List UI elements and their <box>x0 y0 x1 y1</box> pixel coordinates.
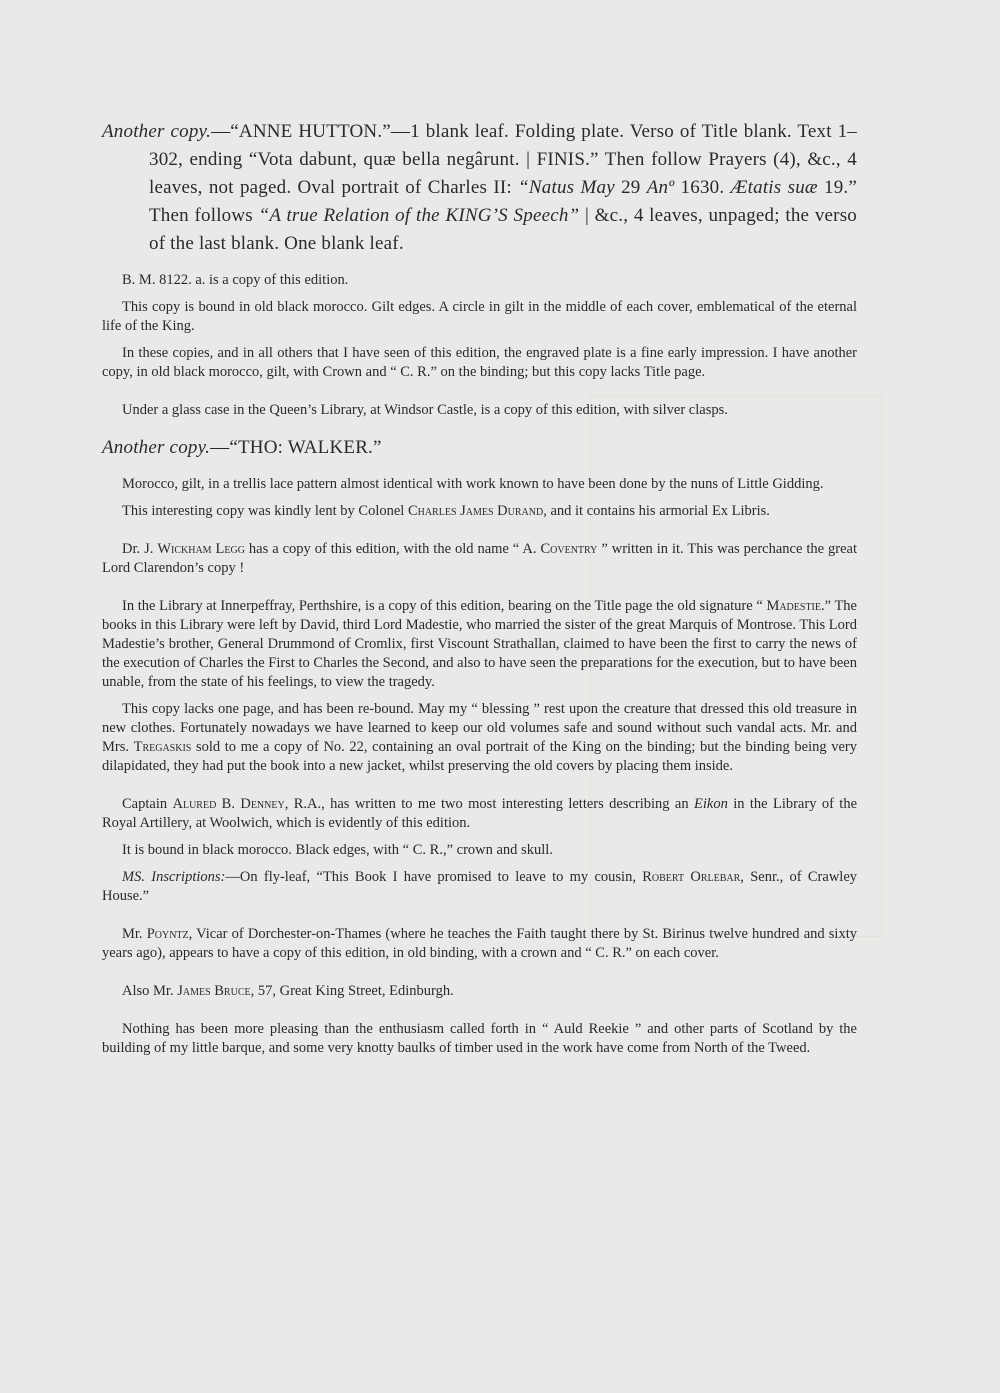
person-name: Alured B. Denney <box>172 796 285 812</box>
collation-text: 19.” Then follows <box>149 177 857 226</box>
text-run: In the Library at Innerpeffray, Perthshire, is a copy of this edition, bearing on the Title page the old signature “ <box>122 598 767 614</box>
person-name: Tregaskis <box>133 739 192 755</box>
paragraph-durand <box>102 502 857 521</box>
text-run: This interesting copy was kindly lent by Colonel <box>122 503 408 519</box>
entry-anne-hutton <box>102 118 857 258</box>
paragraph-windsor: Under a glass case in the Queen’s Library, at Windsor Castle, is a copy of this edition, with silver clasps. <box>122 402 728 418</box>
paragraph-bruce <box>102 982 857 1001</box>
text-run: .” The books in this Library were left by David, third Lord Madestie, who married the sister of the great Marquis of Montrose. This Lord Madestie’s brother, General Drummond of Cromlix, first Viscount Strathallan, claimed to have been the first to carry the news of the execution of Charles the First to Charles the Second, and also to have seen the preparations for the execution, but to have been unable, from the state of his feelings, to view the tragedy. <box>102 598 857 690</box>
text-run: sold to me a copy of No. 22, containing an oval portrait of the King on the binding; but the binding being very dilapidated, they had put the book into a new jacket, whilst preserving the old covers by placing them inside. <box>102 739 857 774</box>
text-run: —On fly-leaf, “This Book I have promised to leave to my cousin, <box>225 869 643 885</box>
text-run: in the Library of the Royal Artillery, at Woolwich, which is evidently of this edition. <box>102 796 857 831</box>
paragraph-blessing <box>102 700 857 776</box>
text-run: , and it contains his armorial Ex Libris. <box>543 503 770 519</box>
paragraph-inscriptions <box>102 868 857 906</box>
entry-label: Another copy. <box>102 437 211 458</box>
text-run: Mr. <box>122 926 147 942</box>
collation-text: 1630. <box>674 177 731 198</box>
paragraph-bm: B. M. 8122. a. is a copy of this edition. <box>122 272 349 288</box>
portrait-legend: “Natus May <box>518 177 615 198</box>
portrait-legend: Ætatis suæ <box>730 177 818 198</box>
collation-text: —1 blank leaf. Folding plate. Verso of Title blank. Text 1–302, ending “Vota dabunt, quæ bella negârunt. | FINIS.” Then follow Prayers (4), &c., 4 leaves, not paged. Oval portrait of Charles II: <box>149 121 858 198</box>
person-name: Poyntz <box>146 926 189 942</box>
text-run: , Vicar of Dorchester-on-Thames (where he teaches the Faith taught there by St. Birinus twelve hundred and sixty years ago), appears to have a copy of this edition, in old binding, with a crown and “ C. R.” on each cover. <box>102 926 857 961</box>
person-name: Wickham Legg <box>157 541 245 557</box>
page-content <box>102 118 857 1066</box>
paragraph-denney <box>102 795 857 833</box>
text-run: has a copy of this edition, with the old name “ A. <box>244 541 541 557</box>
paragraph-innerpeffray <box>102 597 857 692</box>
person-name: Madestie <box>766 598 821 614</box>
text-run: Captain <box>122 796 173 812</box>
person-name: Robert Orlebar <box>642 869 741 885</box>
text-run: , 57, Great King Street, Edinburgh. <box>250 983 454 999</box>
portrait-legend: Anº <box>646 177 675 198</box>
collation-text: 29 <box>614 177 647 198</box>
paragraph-legg <box>102 540 857 578</box>
paragraph-auld-reekie: Nothing has been more pleasing than the enthusiasm called forth in “ Auld Reekie ” and other parts of Scotland by the building of my little barque, and some very knotty baulks of timber used in the work have come from North of the Tweed. <box>102 1021 857 1056</box>
text-run: Also Mr. <box>122 983 178 999</box>
owner-name: —“THO: WALKER.” <box>210 437 382 458</box>
text-run: ” written in it. This was perchance the great Lord Clarendon’s copy ! <box>102 541 858 576</box>
paragraph-morocco: Morocco, gilt, in a trellis lace pattern almost identical with work known to have been done by the nuns of Little Gidding. <box>122 476 824 492</box>
text-run: Dr. J. <box>122 541 158 557</box>
entry-tho-walker <box>102 434 857 462</box>
collation-text: | &c., 4 leaves, unpaged; the verso of the last blank. One blank leaf. <box>149 205 858 254</box>
person-name: James Bruce <box>177 983 251 999</box>
text-run: , R.A., has written to me two most interesting letters describing an <box>284 796 694 812</box>
paragraph-poyntz <box>102 925 857 963</box>
speech-title: “A true Relation of the KING’S Speech” <box>258 205 580 226</box>
text-run: This copy lacks one page, and has been re-bound. May my “ blessing ” rest upon the creature that dressed this old treasure in new clothes. Fortunately nowadays we have learned to keep our old volumes safe and sound without such vandal acts. Mr. and Mrs. <box>102 701 857 755</box>
paragraph-black-morocco: It is bound in black morocco. Black edges, with “ C. R.,” crown and skull. <box>122 842 553 858</box>
owner-name: —“ANNE HUTTON.” <box>211 121 391 142</box>
book-title: Eikon <box>694 796 728 812</box>
person-name: Coventry <box>540 541 598 557</box>
entry-label: Another copy. <box>102 121 212 142</box>
paragraph-binding: This copy is bound in old black morocco. Gilt edges. A circle in gilt in the middle of each cover, emblematical of the eternal life of the King. <box>102 299 857 334</box>
inscriptions-label: MS. Inscriptions: <box>122 869 226 885</box>
person-name: Charles James Durand <box>407 503 544 519</box>
paragraph-plate: In these copies, and in all others that I have seen of this edition, the engraved plate is a fine early impression. I have another copy, in old black morocco, gilt, with Crown and “ C. R.” on the binding; but this copy lacks Title page. <box>102 345 857 380</box>
text-run: , Senr., of Crawley House.” <box>102 869 858 904</box>
